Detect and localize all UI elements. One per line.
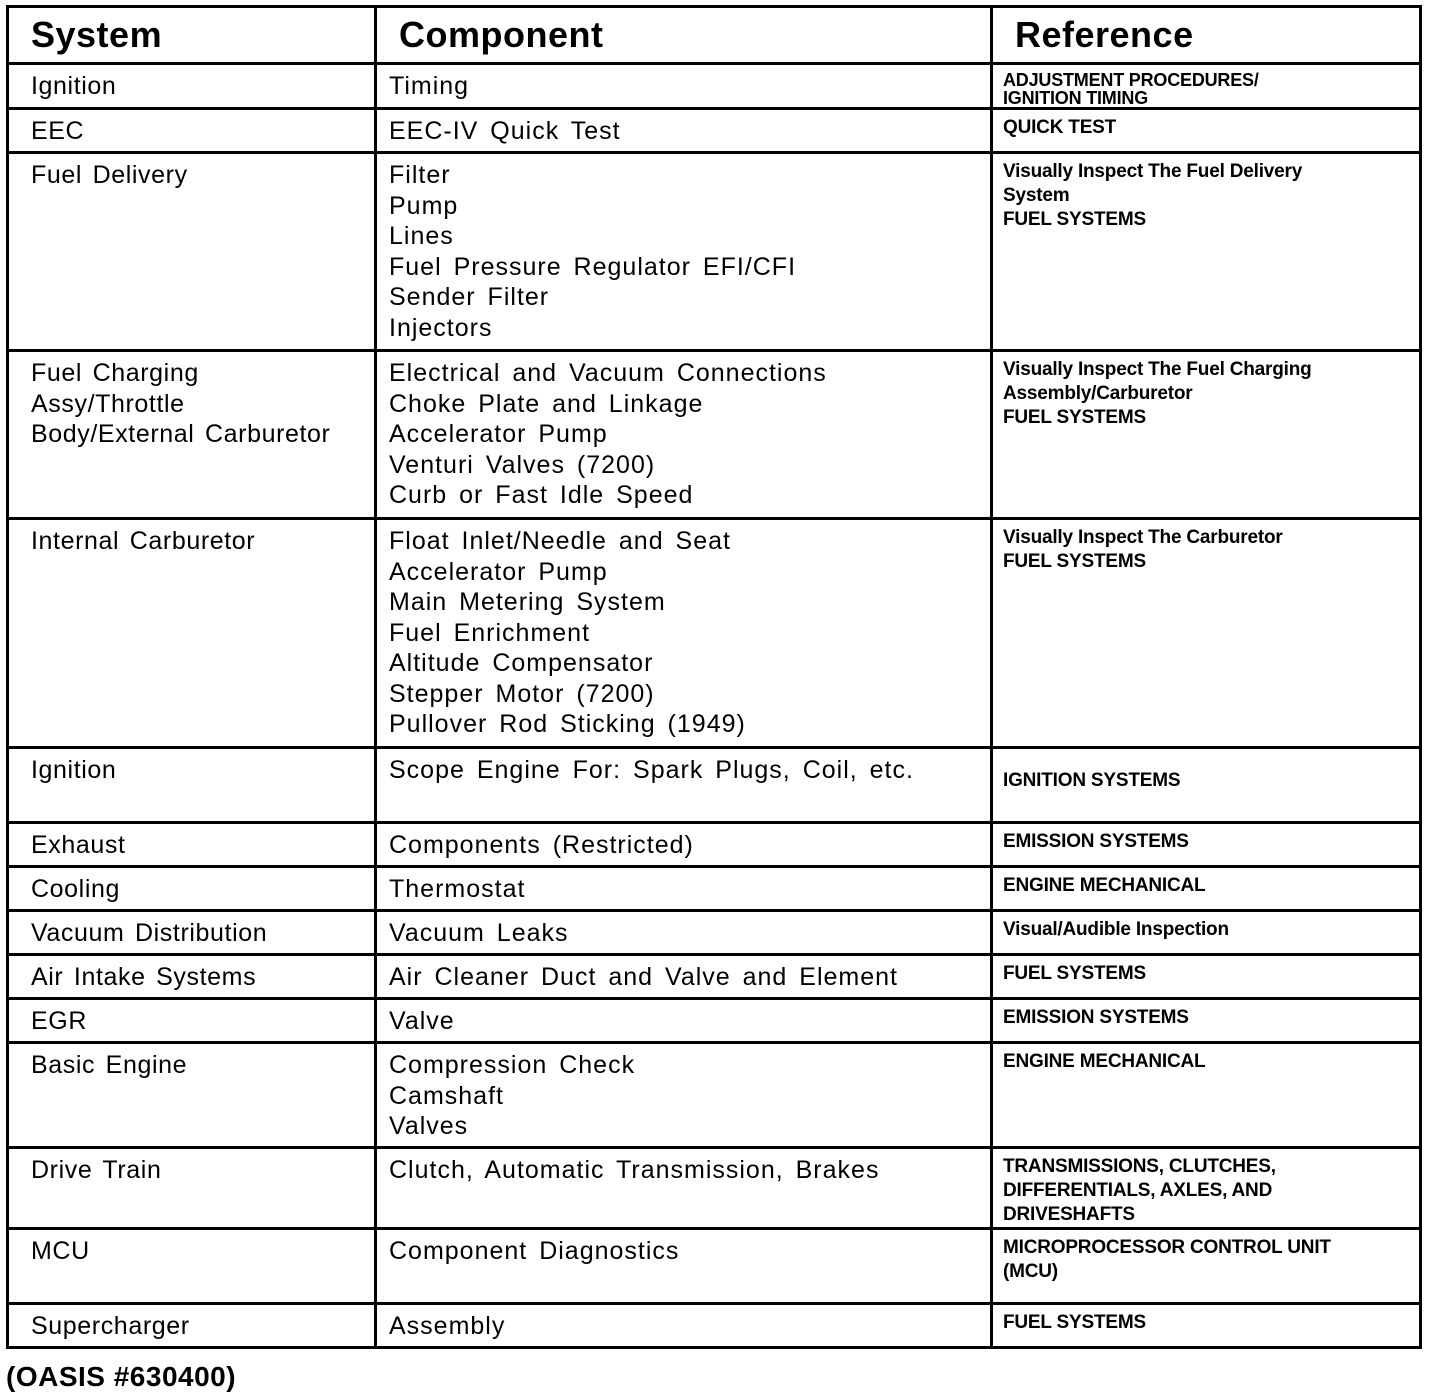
- table-row: [8, 1148, 1421, 1229]
- component-item: Component Diagnostics: [389, 1237, 680, 1265]
- footnote: (OASIS #630400): [6, 1361, 237, 1392]
- system-cell: [8, 109, 376, 153]
- system-name: Supercharger: [31, 1312, 190, 1340]
- reference-text: [993, 824, 1419, 854]
- reference-text: [993, 868, 1419, 898]
- reference-cell: [992, 1043, 1421, 1148]
- system-cell: [8, 519, 376, 748]
- component-item: Thermostat: [389, 875, 526, 903]
- table-row: [8, 867, 1421, 911]
- table-row: [8, 153, 1421, 351]
- component-item: Camshaft: [389, 1081, 504, 1110]
- component-cell: [376, 955, 992, 999]
- component-item: Accelerator Pump: [389, 420, 608, 448]
- reference-line: Assembly/Carburetor: [1003, 383, 1193, 404]
- system-name: Basic Engine: [31, 1051, 188, 1079]
- component-list: [377, 1149, 990, 1186]
- table-row: [8, 1304, 1421, 1348]
- component-list: [377, 520, 990, 740]
- system-cell: [8, 955, 376, 999]
- component-cell: [376, 1304, 992, 1348]
- system-cell: [8, 1229, 376, 1304]
- component-item: Electrical and Vacuum Connections: [389, 359, 827, 387]
- component-item: Choke Plate and Linkage: [389, 389, 704, 418]
- system-name: EEC: [31, 117, 85, 145]
- component-list: [377, 110, 990, 147]
- system-cell: [8, 823, 376, 867]
- reference-cell: [992, 748, 1421, 823]
- component-cell: [376, 999, 992, 1043]
- reference-line: Visually Inspect The Carburetor: [1003, 527, 1283, 548]
- table-row: [8, 911, 1421, 955]
- reference-line: FUEL SYSTEMS: [1003, 209, 1146, 230]
- reference-line: Visually Inspect The Fuel Charging: [1003, 359, 1312, 380]
- system-cell: [8, 153, 376, 351]
- component-item: Assembly: [389, 1312, 506, 1340]
- system-cell: [8, 1043, 376, 1148]
- system-name: Drive Train: [31, 1156, 162, 1184]
- reference-line: ADJUSTMENT PROCEDURES/: [1003, 70, 1259, 90]
- reference-line: (MCU): [1003, 1261, 1058, 1282]
- reference-line: IGNITION SYSTEMS: [1003, 770, 1181, 791]
- system-cell: [8, 1148, 376, 1229]
- component-cell: [376, 109, 992, 153]
- table-row: [8, 748, 1421, 823]
- component-cell: [376, 351, 992, 519]
- table-body: [8, 64, 1421, 1348]
- component-item: Timing: [389, 72, 470, 100]
- reference-text: [993, 154, 1419, 232]
- header-row: [8, 7, 1421, 64]
- system-cell: [8, 64, 376, 109]
- system-cell: [8, 1304, 376, 1348]
- component-list: [377, 749, 990, 786]
- header-component: Component: [376, 7, 992, 64]
- system-cell: [8, 911, 376, 955]
- reference-text: [993, 1305, 1419, 1335]
- component-item: Altitude Compensator: [389, 649, 654, 677]
- reference-cell: [992, 867, 1421, 911]
- reference-line: ENGINE MECHANICAL: [1003, 1051, 1206, 1072]
- component-item: Main Metering System: [389, 588, 666, 616]
- reference-line: MICROPROCESSOR CONTROL UNIT: [1003, 1237, 1331, 1258]
- reference-line: FUEL SYSTEMS: [1003, 963, 1146, 984]
- reference-text: [993, 520, 1419, 574]
- reference-cell: [992, 999, 1421, 1043]
- reference-text: [993, 1149, 1419, 1227]
- table-row: [8, 351, 1421, 519]
- reference-line: FUEL SYSTEMS: [1003, 407, 1146, 428]
- system-name: EGR: [31, 1007, 87, 1035]
- component-item: Fuel Enrichment: [389, 618, 591, 647]
- component-item: Sender Filter: [389, 283, 550, 311]
- component-cell: [376, 1229, 992, 1304]
- reference-text: [993, 1000, 1419, 1030]
- component-list: [377, 1305, 990, 1342]
- component-item: Fuel Pressure Regulator EFI/CFI: [389, 252, 797, 281]
- table-row: [8, 1229, 1421, 1304]
- component-item: Accelerator Pump: [389, 557, 608, 586]
- reference-line: DRIVESHAFTS: [1003, 1204, 1135, 1225]
- component-list: [377, 154, 990, 343]
- system-name: Fuel Charging Assy/Throttle Body/External Carburetor: [31, 359, 331, 448]
- reference-line: FUEL SYSTEMS: [1003, 551, 1146, 572]
- component-item: Pullover Rod Sticking (1949): [389, 710, 746, 738]
- component-item: Curb or Fast Idle Speed: [389, 481, 694, 509]
- component-item: Clutch, Automatic Transmission, Brakes: [389, 1156, 880, 1184]
- reference-text: [993, 1230, 1419, 1284]
- reference-line: IGNITION TIMING: [1003, 88, 1148, 108]
- component-item: Components (Restricted): [389, 831, 694, 859]
- reference-cell: [992, 823, 1421, 867]
- table-row: [8, 64, 1421, 109]
- component-list: [377, 65, 990, 102]
- table-row: [8, 955, 1421, 999]
- reference-line: ENGINE MECHANICAL: [1003, 875, 1206, 896]
- component-list: [377, 1044, 990, 1142]
- reference-text: [993, 110, 1419, 140]
- system-name: Cooling: [31, 875, 120, 903]
- table-row: [8, 109, 1421, 153]
- reference-cell: [992, 955, 1421, 999]
- reference-line: System: [1003, 185, 1070, 206]
- system-cell: [8, 867, 376, 911]
- component-item: EEC-IV Quick Test: [389, 117, 621, 145]
- system-name: Exhaust: [31, 831, 126, 859]
- table-row: [8, 999, 1421, 1043]
- reference-text: [993, 956, 1419, 986]
- component-cell: [376, 153, 992, 351]
- component-cell: [376, 1043, 992, 1148]
- reference-cell: [992, 109, 1421, 153]
- header-reference: Reference: [992, 7, 1421, 64]
- reference-text: [993, 352, 1419, 430]
- table-row: [8, 519, 1421, 748]
- component-item: Pump: [389, 191, 459, 220]
- system-name: MCU: [31, 1237, 90, 1265]
- reference-cell: [992, 911, 1421, 955]
- component-item: Injectors: [389, 313, 493, 342]
- system-name: Ignition: [31, 756, 117, 784]
- component-item: Venturi Valves (7200): [389, 450, 656, 479]
- reference-line: EMISSION SYSTEMS: [1003, 1007, 1189, 1028]
- reference-line: Visually Inspect The Fuel Delivery: [1003, 161, 1303, 182]
- table-row: [8, 1043, 1421, 1148]
- reference-cell: [992, 153, 1421, 351]
- reference-line: TRANSMISSIONS, CLUTCHES,: [1003, 1156, 1276, 1177]
- system-cell: [8, 999, 376, 1043]
- table-row: [8, 823, 1421, 867]
- system-name: Internal Carburetor: [31, 527, 256, 555]
- component-item: Compression Check: [389, 1051, 636, 1079]
- component-cell: [376, 867, 992, 911]
- component-cell: [376, 64, 992, 109]
- component-list: [377, 1230, 990, 1267]
- reference-text: [993, 912, 1419, 942]
- component-cell: [376, 1148, 992, 1229]
- component-cell: [376, 519, 992, 748]
- reference-text: [993, 65, 1419, 107]
- component-item: Scope Engine For: Spark Plugs, Coil, etc.: [389, 756, 914, 784]
- component-list: [377, 1000, 990, 1037]
- component-list: [377, 868, 990, 905]
- system-cell: [8, 351, 376, 519]
- component-cell: [376, 911, 992, 955]
- system-cell: [8, 748, 376, 823]
- reference-cell: [992, 351, 1421, 519]
- reference-line: QUICK TEST: [1003, 117, 1117, 138]
- header-system: System: [8, 7, 376, 64]
- component-item: Filter: [389, 161, 451, 189]
- component-item: Valve: [389, 1007, 455, 1035]
- reference-cell: [992, 1304, 1421, 1348]
- system-name: Vacuum Distribution: [31, 919, 268, 947]
- component-item: Stepper Motor (7200): [389, 679, 655, 708]
- component-list: [377, 824, 990, 861]
- reference-cell: [992, 1148, 1421, 1229]
- reference-line: DIFFERENTIALS, AXLES, AND: [1003, 1180, 1273, 1201]
- component-item: Lines: [389, 222, 454, 250]
- reference-cell: [992, 519, 1421, 748]
- component-item: Air Cleaner Duct and Valve and Element: [389, 963, 898, 991]
- reference-text: [993, 749, 1419, 793]
- system-name: Air Intake Systems: [31, 963, 257, 991]
- component-list: [377, 912, 990, 949]
- diagnosis-table: [6, 5, 1422, 1349]
- system-name: Ignition: [31, 72, 117, 100]
- reference-cell: [992, 64, 1421, 109]
- component-list: [377, 956, 990, 993]
- reference-line: FUEL SYSTEMS: [1003, 1312, 1146, 1333]
- component-cell: [376, 823, 992, 867]
- component-cell: [376, 748, 992, 823]
- reference-text: [993, 1044, 1419, 1074]
- component-item: Valves: [389, 1112, 469, 1140]
- reference-line: EMISSION SYSTEMS: [1003, 831, 1189, 852]
- component-item: Float Inlet/Needle and Seat: [389, 527, 731, 555]
- system-name: Fuel Delivery: [31, 161, 188, 189]
- reference-cell: [992, 1229, 1421, 1304]
- reference-line: Visual/Audible Inspection: [1003, 919, 1229, 940]
- component-item: Vacuum Leaks: [389, 919, 569, 947]
- component-list: [377, 352, 990, 511]
